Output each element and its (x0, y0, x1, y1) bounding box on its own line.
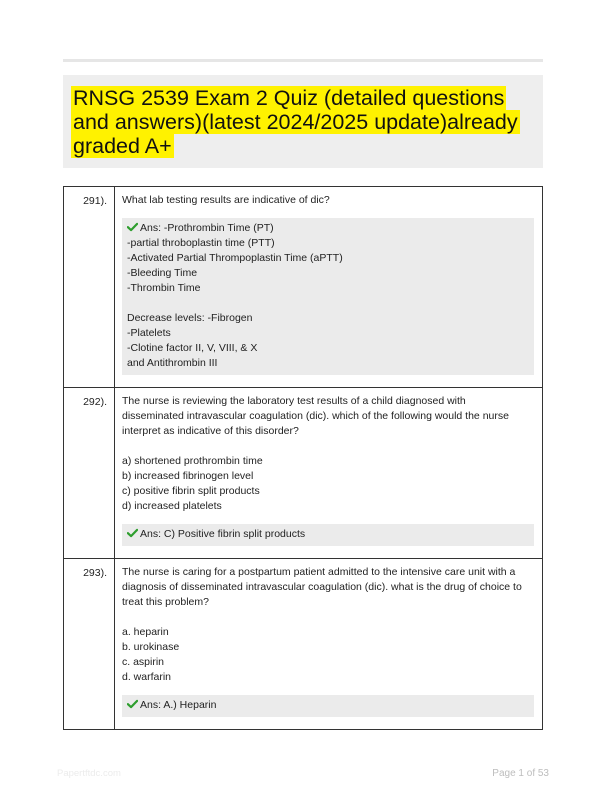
answer-box (122, 695, 534, 717)
question-text-line: c. aspirin (122, 656, 165, 668)
qa-table (63, 186, 543, 730)
spacer (122, 610, 534, 625)
title-highlight: RNSG 2539 Exam 2 Quiz (detailed questions and answers)(latest 2024/2025 update)already graded A+ (73, 86, 518, 158)
answer-line: -Thrombin Time (127, 282, 201, 294)
spacer (127, 296, 529, 311)
question-text-line: interpret as indicative of this disorder? (122, 425, 299, 437)
question-number: 292). (64, 388, 115, 559)
answer-box (122, 218, 534, 375)
answer-line (127, 698, 529, 713)
footer-page-number: Page 1 of 53 (492, 768, 549, 779)
answer-line: and Antithrombin III (127, 357, 218, 369)
question-text-line: c) positive fibrin split products (122, 485, 260, 497)
question-text-line: What lab testing results are indicative of dic? (122, 194, 330, 206)
question-text-line: d. warfarin (122, 671, 172, 683)
question-text-line: The nurse is reviewing the laboratory test results of a child diagnosed with (122, 395, 466, 407)
question-text-line: a. heparin (122, 626, 169, 638)
answer-line: -Activated Partial Thrompoplastin Time (aPTT) (127, 252, 343, 264)
answer-line: -Platelets (127, 327, 171, 339)
answer-line: -partial throboplastin time (PTT) (127, 237, 275, 249)
answer-line: -Clotine factor II, V, VIII, & X (127, 342, 258, 354)
question-text-line: diagnosis of disseminated intravascular coagulation (dic). what is the drug of choice to (122, 581, 522, 593)
answer-line (127, 527, 529, 542)
question-body (115, 559, 543, 730)
answer-text: Ans: A.) Heparin (140, 699, 217, 711)
answer-line: -Bleeding Time (127, 267, 198, 279)
top-rule (63, 59, 543, 62)
title-box (63, 75, 543, 168)
document-title (71, 86, 535, 158)
check-icon (127, 528, 138, 538)
footer-site: Papertftdc.com (57, 768, 121, 779)
answer-box (122, 524, 534, 546)
spacer (122, 439, 534, 454)
question-row (64, 187, 543, 388)
question-text-line: b. urokinase (122, 641, 180, 653)
question-text-line: disseminated intravascular coagulation (dic). which of the following would the nurse (122, 410, 509, 422)
question-text-line: treat this problem? (122, 596, 209, 608)
answer-text: Ans: C) Positive fibrin split products (140, 528, 306, 540)
question-body (115, 187, 543, 388)
question-text-line: b) increased fibrinogen level (122, 470, 254, 482)
question-text-line: d) increased platelets (122, 500, 222, 512)
check-icon (127, 222, 138, 232)
question-body (115, 388, 543, 559)
question-row (64, 559, 543, 730)
question-row (64, 388, 543, 559)
question-text-line: The nurse is caring for a postpartum patient admitted to the intensive care unit with a (122, 566, 516, 578)
question-text-line: a) shortened prothrombin time (122, 455, 263, 467)
answer-line (127, 221, 529, 236)
answer-line: Decrease levels: -Fibrogen (127, 312, 253, 324)
question-number: 293). (64, 559, 115, 730)
question-number: 291). (64, 187, 115, 388)
check-icon (127, 699, 138, 709)
answer-text: Ans: -Prothrombin Time (PT) (140, 222, 274, 234)
